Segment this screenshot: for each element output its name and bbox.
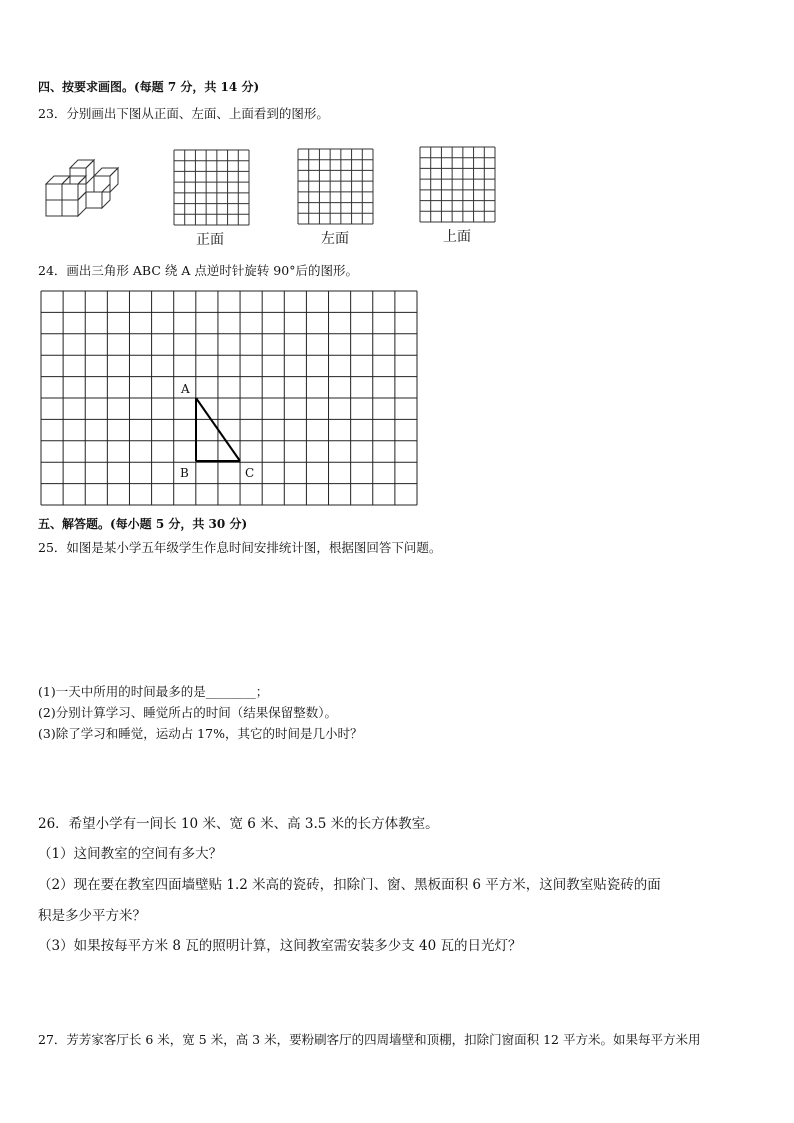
section-5-heading: 五、解答题。(每小题 5 分，共 30 分) (38, 517, 248, 531)
question-26-sub3: （3）如果按每平方米 8 瓦的照明计算，这间教室需安装多少支 40 瓦的日光灯？ (38, 938, 522, 954)
left-view-label: 左面 (321, 231, 349, 247)
point-b-label: B (180, 466, 189, 480)
question-25-sub1: (1)一天中所用的时间最多的是________； (38, 684, 269, 699)
question-26-text: 26．希望小学有一间长 10 米、宽 6 米、高 3.5 米的长方体教室。 (38, 816, 439, 832)
question-27-text: 27．芳芳家客厅长 6 米，宽 5 米，高 3 米，要粉刷客厅的四周墙壁和顶棚，扣除门窗面积 12 平方米。如果每平方米用 (38, 1032, 701, 1047)
question-24-text: 24．画出三角形 ABC 绕 A 点逆时针旋转 90°后的图形。 (38, 263, 358, 278)
question-23-text: 23．分别画出下图从正面、左面、上面看到的图形。 (38, 106, 329, 121)
question-25-sub3: (3)除了学习和睡觉，运动占 17%，其它的时间是几小时？ (38, 726, 363, 741)
question-26-sub1: （1）这间教室的空间有多大？ (38, 846, 223, 862)
rotation-grid (41, 291, 419, 507)
front-view-label: 正面 (196, 232, 224, 248)
point-a-label: A (181, 382, 190, 396)
question-26-sub2-line1: （2）现在要在教室四面墙壁贴 1.2 米高的瓷砖，扣除门、窗、黑板面积 6 平方米，这间教室贴瓷砖的面 (38, 877, 661, 893)
question-26-sub2-line2: 积是多少平方米？ (38, 908, 146, 924)
cube-stack-figure (44, 156, 124, 218)
left-view-grid (298, 149, 374, 225)
section-4-heading: 四、按要求画图。(每题 7 分，共 14 分) (38, 80, 260, 94)
point-c-label: C (245, 466, 255, 480)
front-view-grid (174, 150, 250, 226)
question-25-text: 25．如图是某小学五年级学生作息时间安排统计图，根据图回答下问题。 (38, 540, 442, 555)
top-view-label: 上面 (443, 229, 471, 245)
top-view-grid (420, 147, 496, 223)
question-25-sub2: (2)分别计算学习、睡觉所占的时间（结果保留整数）。 (38, 705, 337, 720)
